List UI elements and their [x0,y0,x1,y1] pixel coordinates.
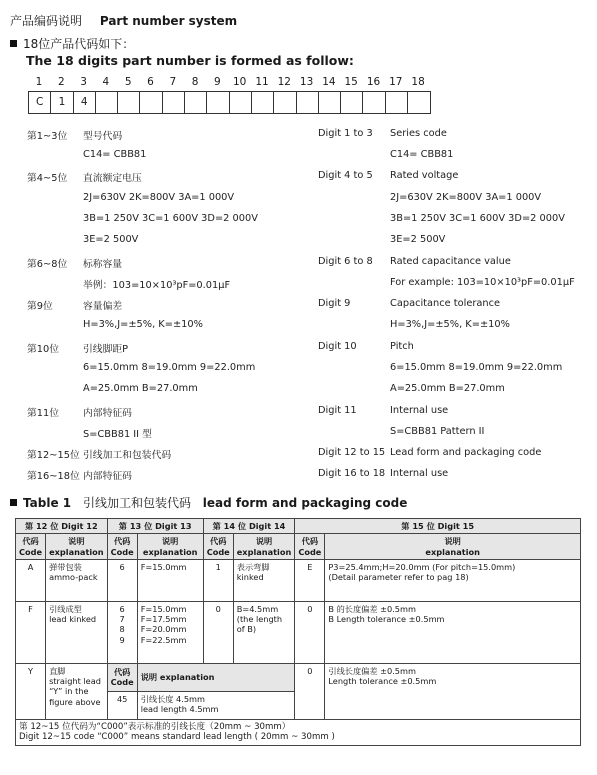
header-digit-14: 第 14 位 Digit 14 [203,519,295,534]
table-cell: F=15.0mm F=17.5mm F=20.0mm F=22.5mm [137,601,203,663]
footnote-en: Digit 12~15 code “C000” means standard lead length ( 20mm ~ 30mm ) [19,732,335,743]
table-cell: A [16,559,46,601]
table-cell: 45 [107,691,137,719]
digit-label: Digit 1 to 3 [318,128,373,139]
table-cell: F [16,601,46,663]
table-cell: 直脚 straight lead “Y” in the figure above [46,663,108,719]
table-cell: 1 [203,559,233,601]
sub-code: 代码 Code [16,534,46,560]
digit-box [386,92,408,113]
digit-label: Digit 10 [318,341,357,352]
digit-box [274,92,296,113]
digit-description: 3E=2 500V [390,234,446,245]
digit-box [140,92,162,113]
digit-description: S=CBB81 II 型 [83,429,152,440]
digit-description: 6=15.0mm 8=19.0mm 9=22.0mm [390,362,563,373]
header-digit-12: 第 12 位 Digit 12 [16,519,108,534]
digit-label: Digit 16 to 18 [318,468,386,479]
digit-box [252,92,274,113]
digit-number: 12 [277,76,291,88]
digit-description: H=3%,J=±5%, K=±10% [83,319,203,330]
digit-number: 4 [102,76,110,88]
digit-description: 2J=630V 2K=800V 3A=1 000V [83,192,235,203]
digit-number: 10 [233,76,247,88]
sub-code: 代码 Code [295,534,325,560]
digit-description: C14= CBB81 [83,149,147,160]
digit-number: 2 [57,76,65,88]
table-cell: Y [16,663,46,719]
digit-description: Internal use [390,468,449,479]
digit-label: 第11位 [27,408,60,419]
digit-box: 1 [51,92,73,113]
table-cell: P3=25.4mm;H=20.0mm (For pitch=15.0mm) (Detail parameter refer to pag 18) [325,559,581,601]
sub-code: 代码 Code [107,534,137,560]
digit-label: 第6~8位 [27,259,68,270]
digit-box [96,92,118,113]
digit-box [118,92,140,113]
header-digit-13: 第 13 位 Digit 13 [107,519,203,534]
table-cell: 0 [295,601,325,663]
digit-label: Digit 12 to 15 [318,447,386,458]
bullet-icon [10,499,17,506]
digit-description: 3B=1 250V 3C=1 600V 3D=2 000V [83,213,258,224]
table-cell: 0 [203,601,233,663]
lead-form-table [15,518,581,746]
heading-en: Part number system [99,14,238,28]
digit-label: Digit 6 to 8 [318,256,373,267]
digit-description: H=3%,J=±5%, K=±10% [390,319,510,330]
digit-number: 1 [35,76,43,88]
digit-box [341,92,363,113]
table-cell: 引线成型 lead kinked [46,601,108,663]
digit-label: 第16~18位 [27,471,80,482]
table-cell: 6 7 8 9 [107,601,137,663]
digit-description: Series code [390,128,447,139]
table-footnote [16,719,581,745]
digit-description: 2J=630V 2K=800V 3A=1 000V [390,192,542,203]
intro-cn: 18位产品代码如下： [10,35,134,52]
digit-description: C14= CBB81 [390,149,454,160]
intro-en: The 18 digits part number is formed as follow: [26,53,354,68]
digit-box [408,92,430,113]
digit-description: 容量偏差 [83,301,123,312]
digit-number: 3 [80,76,87,88]
digit-description: 内部特征码 [83,408,132,419]
digit-description: 举例：103=10×10³pF=0.01μF [83,280,231,291]
digit-number: 18 [411,76,425,88]
digit-description: 型号代码 [83,131,123,142]
digit-description: 标称容量 [83,259,123,270]
digit-description: A=25.0mm B=27.0mm [83,383,198,394]
digit-number: 5 [124,76,132,88]
table-cell: 表示弯脚 kinked [233,559,295,601]
digit-label: Digit 11 [318,405,357,416]
digit-number: 13 [299,76,314,88]
sub-explanation: 说明 explanation [137,534,203,560]
sub-code: 代码 Code [107,663,137,691]
bullet-icon [10,40,17,47]
digit-label: 第12~15位 [27,450,80,461]
digit-box [185,92,207,113]
table-cell: 0 [295,663,325,719]
digit-label: 第1~3位 [27,131,68,142]
table-cell: 6 [107,559,137,601]
digit-description: Pitch [390,341,414,352]
digit-box-row [28,91,431,114]
heading-cn: 产品编码说明 [10,14,83,28]
digit-box [319,92,341,113]
table1-title: Table 1 引线加工和包装代码 lead form and packaging code [10,494,407,511]
table-cell: 引线长度偏差 ±0.5mm Length tolerance ±0.5mm [325,663,581,719]
page-heading [10,12,237,29]
table-cell: 引线长度 4.5mm lead length 4.5mm [137,691,295,719]
table-cell: B 的长度偏差 ±0.5mm B Length tolerance ±0.5mm [325,601,581,663]
digit-number: 16 [366,76,381,88]
digit-description: Lead form and packaging code [390,447,542,458]
digit-description: S=CBB81 Pattern II [390,426,485,437]
digit-description: Internal use [390,405,449,416]
digit-box: C [29,92,51,113]
digit-description: 6=15.0mm 8=19.0mm 9=22.0mm [83,362,256,373]
digit-description: 引线加工和包装代码 [83,450,172,461]
digit-label: Digit 4 to 5 [318,170,373,181]
digit-number: 7 [169,76,177,88]
digit-description: Rated capacitance value [390,256,511,267]
digit-description: For example: 103=10×10³pF=0.01μF [390,277,575,288]
digit-number: 11 [255,76,269,88]
table-cell: E [295,559,325,601]
sub-explanation: 说明 explanation [137,663,295,691]
footnote-cn: 第 12~15 位代码为“C000”表示标准的引线长度（20mm ~ 30mm） [19,721,291,732]
digit-label: Digit 9 [318,298,351,309]
digit-description: 3E=2 500V [83,234,139,245]
digit-description: 3B=1 250V 3C=1 600V 3D=2 000V [390,213,565,224]
table-cell: F=15.0mm [137,559,203,601]
digit-box [297,92,319,113]
digit-box [230,92,252,113]
digit-number: 9 [214,76,221,88]
sub-code: 代码 Code [203,534,233,560]
digit-number: 14 [322,76,336,88]
digit-box [163,92,185,113]
digit-description: Rated voltage [390,170,459,181]
digit-label: 第10位 [27,344,60,355]
digit-description: A=25.0mm B=27.0mm [390,383,505,394]
sub-explanation: 说明 explanation [46,534,108,560]
digit-label: 第9位 [27,301,53,312]
digit-box: 4 [74,92,96,113]
table-cell: 弹带包装 ammo-pack [46,559,108,601]
table-cell: B=4.5mm (the length of B) [233,601,295,663]
digit-description: Capacitance tolerance [390,298,500,309]
digit-box [363,92,385,113]
digit-number: 6 [147,76,154,88]
digit-number: 8 [191,76,199,88]
sub-explanation: 说明 explanation [325,534,581,560]
digit-box [207,92,229,113]
sub-explanation: 说明 explanation [233,534,295,560]
digit-number: 15 [344,76,358,88]
digit-number: 17 [389,76,403,88]
digit-label: 第4~5位 [27,173,68,184]
digit-description: 引线脚距P [83,344,129,355]
digit-description: 内部特征码 [83,471,132,482]
header-digit-15: 第 15 位 Digit 15 [295,519,581,534]
digit-description: 直流额定电压 [83,173,142,184]
